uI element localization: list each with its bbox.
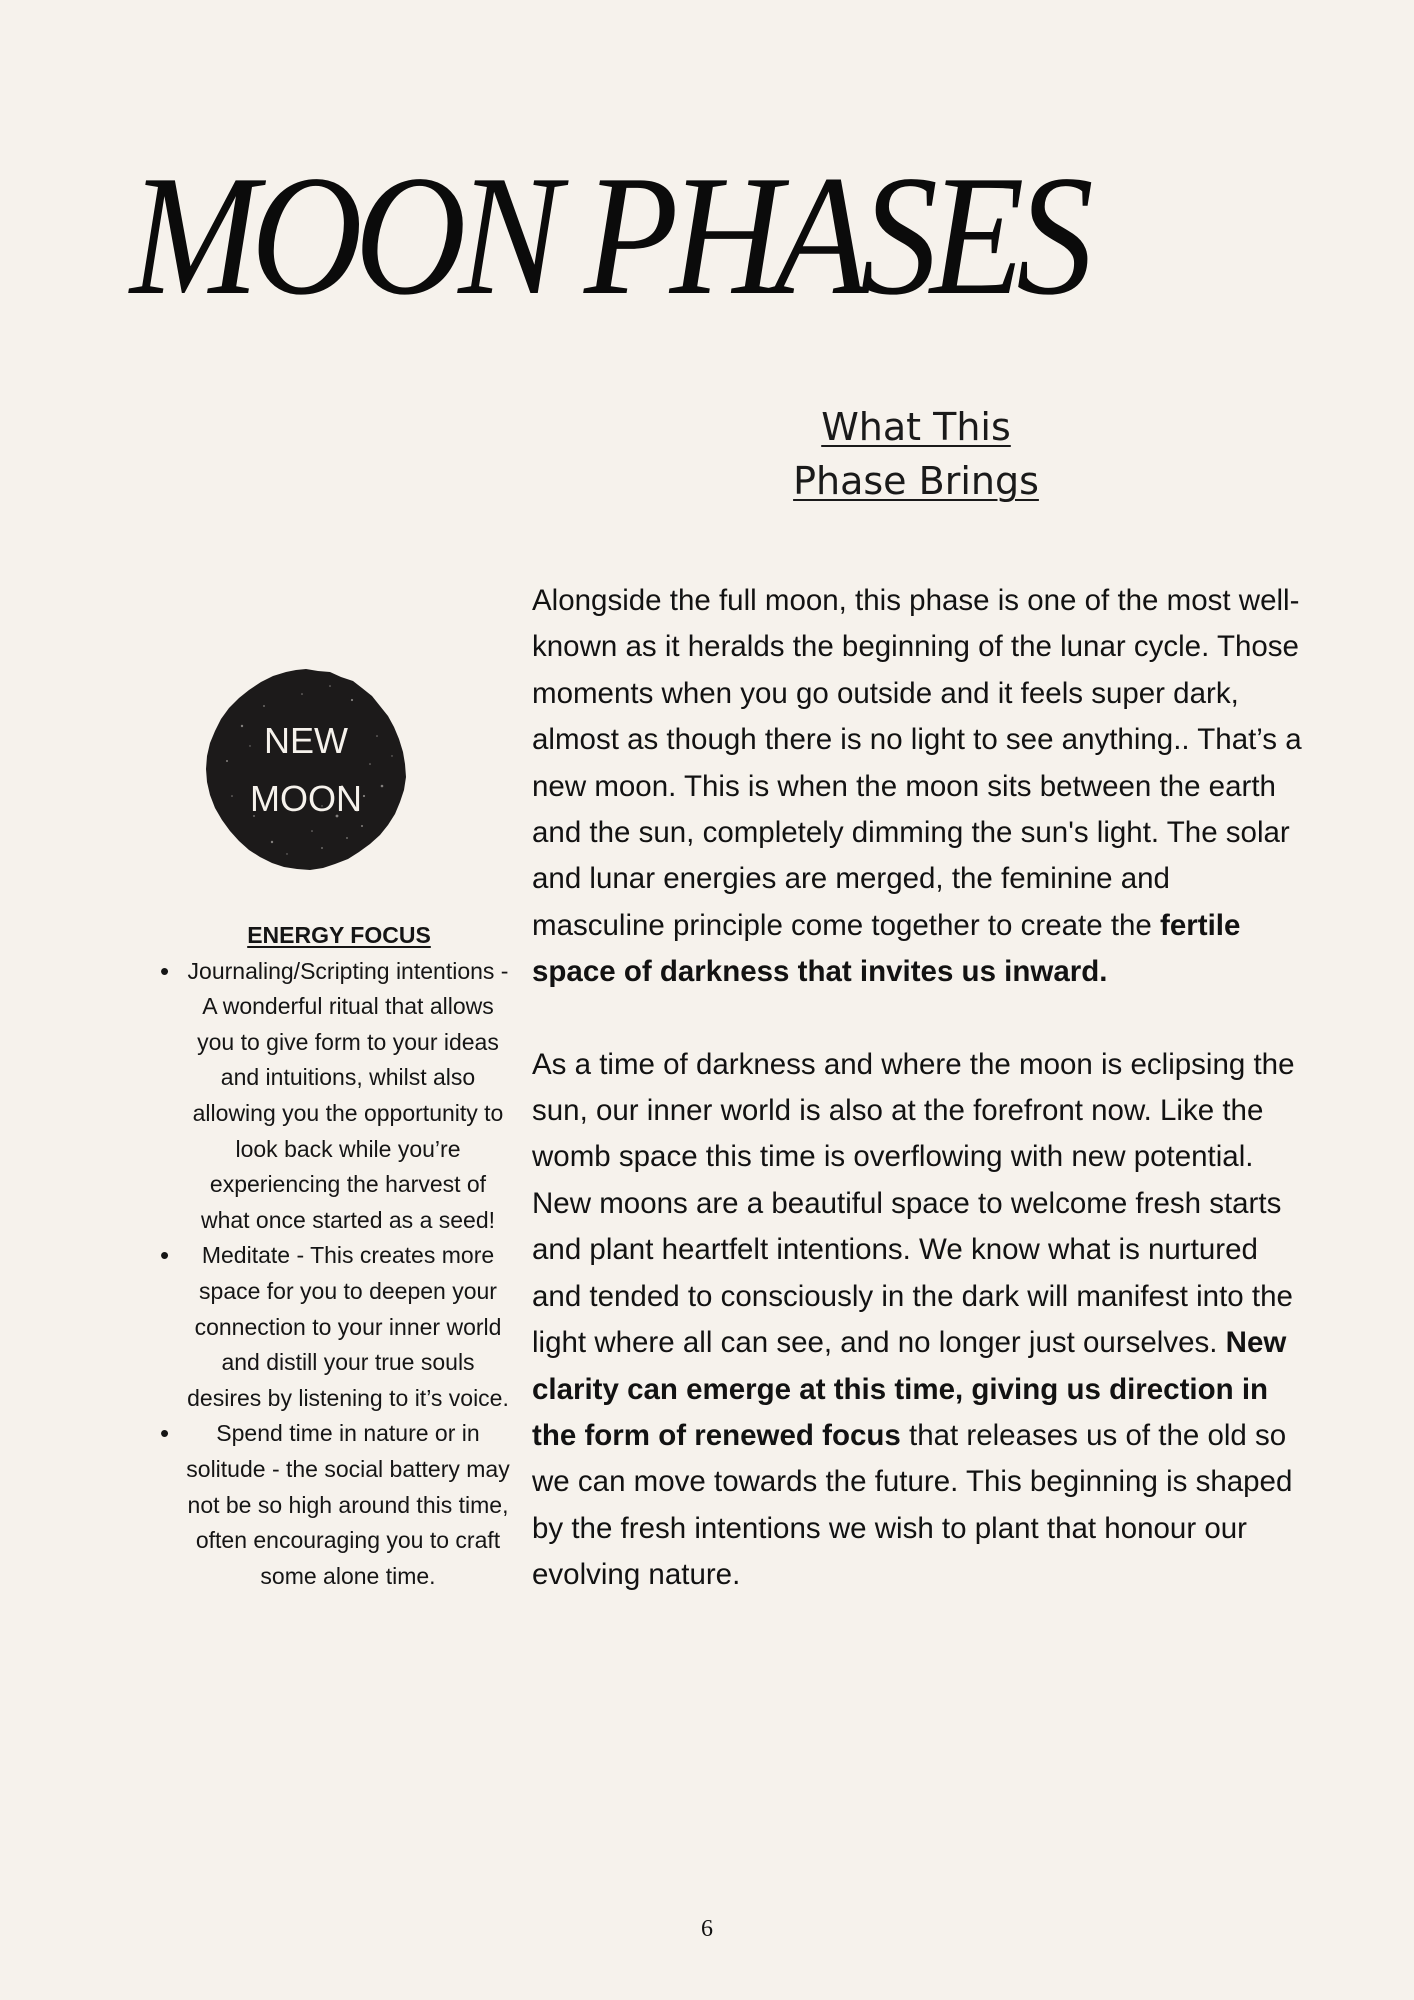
- moon-badge-line-1: NEW: [264, 720, 348, 761]
- paragraph-1-emphasis: fertile space of darkness that invites us inward.: [532, 908, 1241, 989]
- phase-description: [532, 578, 1302, 1645]
- subtitle-line-2: Phase Brings: [793, 459, 1039, 503]
- moon-badge-line-2: MOON: [250, 778, 362, 819]
- page-title: MOON PHASES: [130, 141, 1086, 331]
- new-moon-badge: [202, 666, 410, 874]
- paragraph-2-text: As a time of darkness and where the moon is eclipsing the sun, our inner world is also at the forefront now. Like the womb space this time is overflowing with new potential. New moons are a beautiful space to welcome fresh starts and plant heartfelt intentions. We know what is nurtured and tended to consciously in the dark will manifest into the light where all can see, and no longer just ourselves.: [532, 1047, 1295, 1360]
- energy-focus-section: [160, 918, 510, 1594]
- subtitle-line-1: What This: [821, 405, 1011, 449]
- paragraph-1-text: Alongside the full moon, this phase is one of the most well-known as it heralds the beginning of the lunar cycle. Those moments when you go outside and it feels super dark, almost as though there is no light to see anything.. That’s a new moon. This is when the moon sits between the earth and the sun, completely dimming the sun's light. The solar and lunar energies are merged, the feminine and masculine principle come together to create the: [532, 584, 1302, 942]
- section-subtitle: [716, 400, 1116, 508]
- moon-badge-label: [202, 712, 410, 828]
- list-item: • Meditate - This creates more space for you to deepen your connection to your inner world and distill your true souls desires by listening to it’s voice.: [160, 1238, 510, 1416]
- paragraph-1: [532, 578, 1302, 996]
- paragraph-2: [532, 1042, 1302, 1599]
- energy-focus-list: [160, 954, 510, 1595]
- energy-focus-heading: ENERGY FOCUS: [247, 922, 431, 948]
- list-item: • Spend time in nature or in solitude - the social battery may not be so high around this time, often encouraging you to craft some alone time.: [160, 1416, 510, 1594]
- page-number: 6: [701, 1916, 713, 1942]
- paragraph-2-tail: that releases us of the old so we can move towards the future. This beginning is shaped by the fresh intentions we wish to plant that honour our evolving nature.: [532, 1418, 1293, 1592]
- list-item: • Journaling/Scripting intentions - A wonderful ritual that allows you to give form to your ideas and intuitions, whilst also allowing you the opportunity to look back while you’re experiencing the harvest of what once started as a seed!: [160, 954, 510, 1239]
- paragraph-2-emphasis: New clarity can emerge at this time, giving us direction in the form of renewed focus: [532, 1326, 1287, 1452]
